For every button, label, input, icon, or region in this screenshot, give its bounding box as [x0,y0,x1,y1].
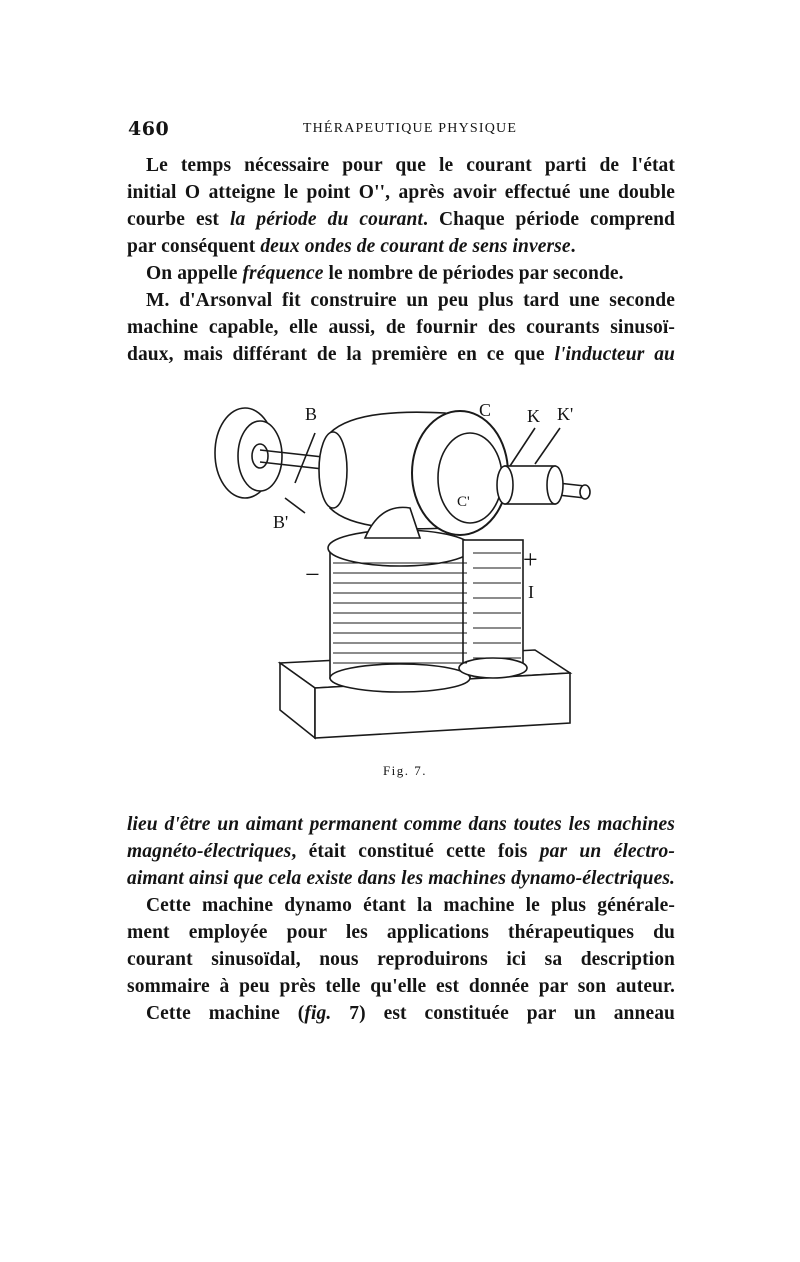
label-b-prime: B' [273,512,289,532]
page-number: 460 [128,118,170,140]
paragraph-line: initial O atteigne le point O'', après avoir effectué une double [127,182,675,203]
dynamo-figure [205,388,595,788]
italic-run: lieu d'être un aimant permanent comme dans toutes les machines [127,814,675,835]
text-run: courbe est [127,209,231,230]
label-k: K [527,406,540,426]
figure-caption: Fig. 7. [382,763,428,778]
label-c-prime: C' [457,494,470,510]
italic-run: la période du courant [230,209,423,230]
italic-run: l'inducteur au [554,344,675,365]
paragraph-line [127,207,675,233]
text-run: daux, mais différant de la première en ce que [127,344,555,365]
text-run: On appelle [146,263,243,284]
italic-run: fréquence [242,263,324,284]
paragraph-line: courant sinusoïdal, nous reproduirons ici sa description [127,949,675,970]
italic-run: magnéto-électriques [127,841,292,862]
paragraph-line: M. d'Arsonval fit construire un peu plus tard une seconde [146,290,675,311]
text-run: . [570,236,576,257]
text-run: . Chaque période comprend [422,209,676,230]
text-run: le nombre de périodes par seconde. [323,263,624,284]
text-run: 7) est constituée par un anneau [331,1003,675,1024]
running-title: THÉRAPEUTIQUE PHYSIQUE [302,121,518,136]
italic-run: aimant ainsi que cela existe dans les machines dynamo-électriques. [127,868,675,889]
paragraph-line: sommaire à peu près telle qu'elle est donnée par son auteur. [127,976,675,997]
paragraph-line: ment employée pour les applications thérapeutiques du [127,922,675,943]
paragraph-line [146,1001,675,1027]
paragraph-line: machine capable, elle aussi, de fournir des courants sinusoï- [127,317,675,338]
label-b: B [305,404,318,424]
paragraph-line [127,866,675,892]
text-run: , était constitué cette fois [291,841,540,862]
italic-run: fig. [304,1003,332,1024]
paragraph-line: Le temps nécessaire pour que le courant parti de l'état [146,155,675,176]
italic-run: par un électro- [539,841,675,862]
label-minus: − [305,560,320,589]
paragraph-line [127,234,675,260]
italic-run: deux ondes de courant de sens inverse [260,236,571,257]
paragraph-line [127,342,675,368]
label-plus: + [523,545,538,574]
label-i: I [528,582,534,602]
paragraph-line [146,261,675,287]
paragraph-line: Cette machine dynamo étant la machine le plus générale- [146,895,675,916]
label-c: C [479,400,492,420]
dynamo-illustration [205,388,595,788]
text-run: Cette machine ( [146,1003,305,1024]
paragraph-line [127,839,675,865]
paragraph-line [127,812,675,838]
label-k-prime: K' [557,404,574,424]
text-run: par conséquent [127,236,261,257]
